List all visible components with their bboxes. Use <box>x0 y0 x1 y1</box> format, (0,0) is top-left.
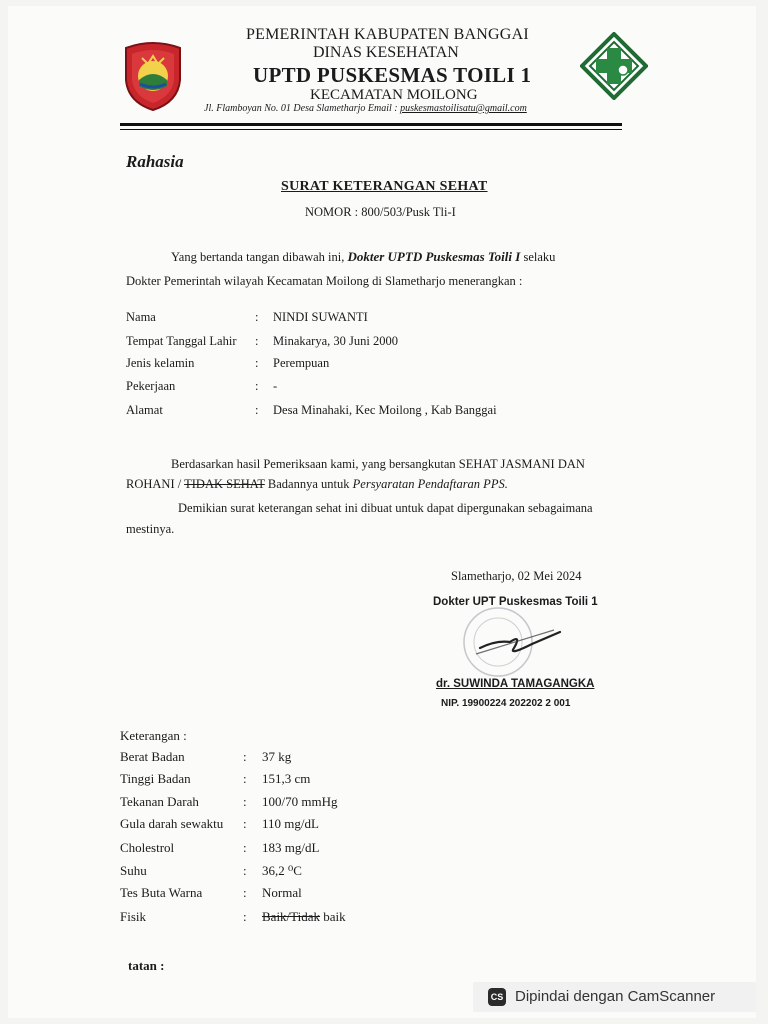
identity-label: Nama <box>126 310 156 324</box>
letterhead-institution: UPTD PUSKESMAS TOILI 1 <box>253 63 532 87</box>
document-number: NOMOR : 800/503/Pusk Tli-I <box>305 205 456 219</box>
signatory-nip: NIP. 19900224 202202 2 001 <box>441 698 571 709</box>
measurement-value: 100/70 mmHg <box>262 794 338 809</box>
intro-suffix: selaku <box>523 250 556 264</box>
email-label: Email : <box>367 103 398 114</box>
statement-mid: Badannya untuk <box>267 477 350 491</box>
identity-value: Desa Minahaki, Kec Moilong , Kab Banggai <box>273 403 497 417</box>
identity-label: Alamat <box>126 403 163 417</box>
notes-catatan: tatan : <box>128 958 165 973</box>
identity-value: Minakarya, 30 Juni 2000 <box>273 334 398 348</box>
signature-place-date: Slametharjo, 02 Mei 2024 <box>451 569 582 583</box>
letterhead-divider-thick <box>120 123 622 126</box>
puskesmas-cross-logo-icon <box>580 32 648 100</box>
camscanner-watermark <box>473 982 756 1012</box>
document-page <box>8 6 756 1018</box>
signatory-name: dr. SUWINDA TAMAGANGKA <box>436 678 595 690</box>
intro-line-1 <box>171 249 555 265</box>
intro-emphasis: Dokter UPTD Puskesmas Toili I <box>347 249 521 264</box>
signature-position: Dokter UPT Puskesmas Toili 1 <box>433 596 598 608</box>
colon: : <box>243 771 247 786</box>
identity-value: - <box>273 379 278 393</box>
measurement-value: 36,2 ⁰C <box>262 863 302 878</box>
colon: : <box>255 334 259 348</box>
classification-label: Rahasia <box>126 152 184 171</box>
official-stamp-icon <box>436 604 566 680</box>
measurement-label: Tes Buta Warna <box>120 885 203 900</box>
camscanner-logo-icon: CS <box>488 988 506 1006</box>
document-title: SURAT KETERANGAN SEHAT <box>281 179 488 194</box>
measurement-label: Tinggi Badan <box>120 771 191 786</box>
identity-label: Tempat Tanggal Lahir <box>126 334 237 348</box>
measurement-label: Suhu <box>120 863 147 878</box>
colon: : <box>243 794 247 809</box>
colon: : <box>255 310 259 324</box>
handwritten-signature-icon <box>480 632 560 651</box>
statement-line-1: Berdasarkan hasil Pemeriksaan kami, yang bersangkutan SEHAT JASMANI DAN <box>171 457 585 471</box>
measurement-value: 183 mg/dL <box>262 840 320 855</box>
colon: : <box>243 840 247 855</box>
colon: : <box>243 909 247 924</box>
closing-line-1: Demikian surat keterangan sehat ini dibuat untuk dapat dipergunakan sebagaimana <box>178 501 593 515</box>
measurement-value: Normal <box>262 885 302 900</box>
colon: : <box>243 816 247 831</box>
fisik-result: baik <box>323 909 346 924</box>
colon: : <box>243 749 247 764</box>
notes-heading: Keterangan : <box>120 728 187 743</box>
statement-purpose: Persyaratan Pendaftaran PPS. <box>352 477 508 491</box>
letterhead-district: KECAMATAN MOILONG <box>310 87 478 103</box>
measurement-label: Cholestrol <box>120 840 175 855</box>
identity-label: Jenis kelamin <box>126 356 195 370</box>
measurement-value: 151,3 cm <box>262 771 311 786</box>
measurement-value: 37 kg <box>262 749 292 764</box>
measurement-label: Fisik <box>120 909 147 924</box>
intro-prefix: Yang bertanda tangan dibawah ini, <box>171 250 345 264</box>
colon: : <box>243 885 247 900</box>
colon: : <box>255 356 259 370</box>
identity-value: NINDI SUWANTI <box>273 310 368 324</box>
fisik-struck-option: Baik/Tidak <box>262 909 321 924</box>
measurement-label: Gula darah sewaktu <box>120 816 224 831</box>
letterhead-government: PEMERINTAH KABUPATEN BANGGAI <box>246 26 529 43</box>
kabupaten-banggai-emblem-icon <box>120 40 186 112</box>
identity-value: Perempuan <box>273 356 330 370</box>
closing-line-2: mestinya. <box>126 522 175 536</box>
letterhead-agency: DINAS KESEHATAN <box>313 44 459 61</box>
colon: : <box>243 863 247 878</box>
statement-line-2 <box>126 477 508 492</box>
statement-struck-option: TIDAK SEHAT <box>184 477 265 491</box>
intro-line-2: Dokter Pemerintah wilayah Kecamatan Moilong di Slametharjo menerangkan : <box>126 274 523 288</box>
letterhead-divider-thin <box>120 129 622 130</box>
camscanner-label: Dipindai dengan CamScanner <box>515 988 716 1005</box>
measurement-value <box>262 909 346 925</box>
identity-label: Pekerjaan <box>126 379 176 393</box>
statement-healthy: ROHANI / <box>126 477 182 491</box>
address-text: Jl. Flamboyan No. 01 Desa Slametharjo <box>204 103 366 114</box>
colon: : <box>255 379 259 393</box>
measurement-value: 110 mg/dL <box>262 816 319 831</box>
colon: : <box>255 403 259 417</box>
measurement-label: Berat Badan <box>120 749 185 764</box>
measurement-label: Tekanan Darah <box>120 794 199 809</box>
email-link[interactable]: puskesmastoilisatu@gmail.com <box>400 103 527 114</box>
letterhead-address <box>204 103 527 114</box>
